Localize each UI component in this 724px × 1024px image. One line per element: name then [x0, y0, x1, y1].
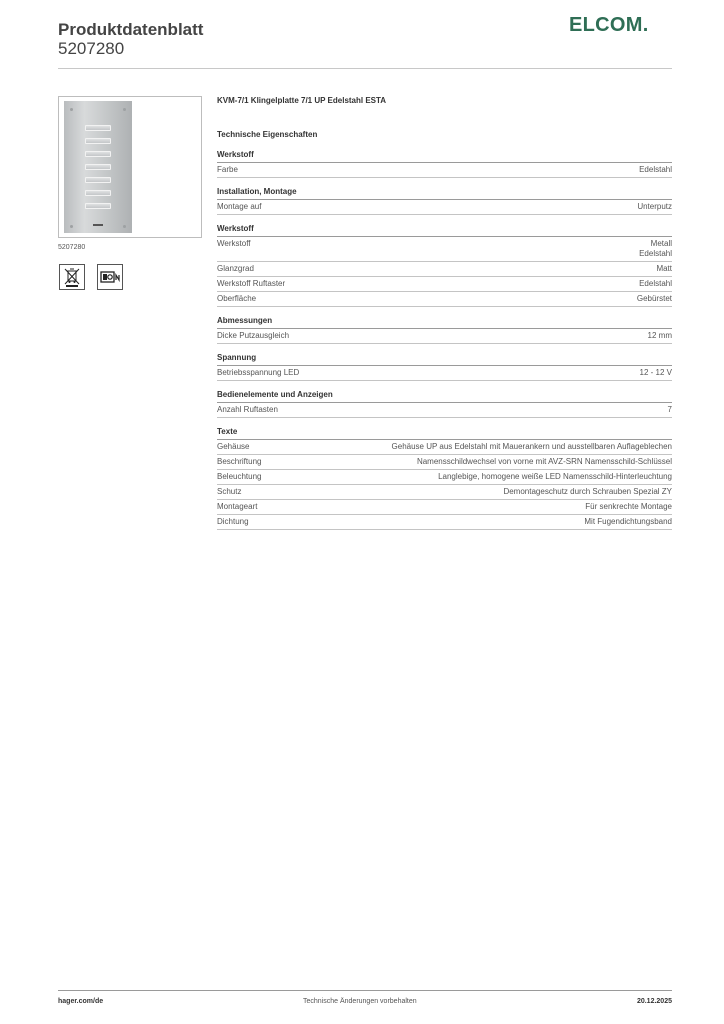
- indoor-use-symbol-icon: [97, 264, 123, 290]
- spec-row: [217, 237, 672, 262]
- spec-value-line: Gehäuse UP aus Edelstahl mit Mauerankern und ausstellbaren Auflageblechen: [391, 442, 672, 451]
- spec-group-title: Werkstoff: [217, 150, 672, 163]
- spec-group: [217, 427, 672, 530]
- spec-label: Schutz: [217, 487, 242, 496]
- footer-disclaimer: Technische Änderungen vorbehalten: [303, 998, 417, 1005]
- spec-group: [217, 187, 672, 215]
- call-button-illustration: [85, 164, 111, 170]
- spec-row: [217, 500, 672, 515]
- spec-value-line: Namensschildwechsel von vorne mit AVZ-SRN Namensschild-Schlüssel: [416, 457, 672, 466]
- spec-row: [217, 366, 672, 381]
- spec-value: [637, 294, 672, 304]
- spec-value: [438, 472, 672, 482]
- spec-value-line: Gebürstet: [636, 294, 672, 303]
- spec-value: [639, 239, 672, 259]
- spec-value-line: Langlebige, homogene weiße LED Namensschild-Hinterleuchtung: [438, 472, 672, 481]
- spec-value: [639, 279, 672, 289]
- spec-group-title: Installation, Montage: [217, 187, 672, 200]
- spec-value: [392, 442, 672, 452]
- spec-label: Montageart: [217, 502, 258, 511]
- plate-logo: [93, 224, 103, 226]
- spec-value: [639, 165, 672, 175]
- article-number: 5207280: [58, 39, 125, 58]
- spec-value: [417, 457, 672, 467]
- spec-value-line: Demontageschutz durch Schrauben Spezial ZY: [503, 487, 672, 496]
- spec-group-title: Bedienelemente und Anzeigen: [217, 390, 672, 403]
- spec-value: [656, 264, 672, 274]
- screw-top-left: [70, 108, 73, 111]
- spec-value-line: Unterputz: [637, 202, 672, 211]
- spec-value: [503, 487, 672, 497]
- spec-value-line: Mit Fugendichtungsband: [584, 517, 672, 526]
- spec-group-title: Abmessungen: [217, 316, 672, 329]
- screw-bottom-left: [70, 225, 73, 228]
- spec-label: Werkstoff Ruftaster: [217, 279, 286, 288]
- spec-label: Dicke Putzausgleich: [217, 331, 290, 340]
- spec-row: [217, 329, 672, 344]
- spec-label: Werkstoff: [217, 239, 251, 248]
- spec-row: [217, 403, 672, 418]
- elcom-logo: ELCOM.: [569, 14, 649, 36]
- call-button-illustration: [85, 177, 111, 183]
- call-button-illustration: [85, 190, 111, 196]
- spec-value-line: Matt: [656, 264, 672, 273]
- spec-group-title: Werkstoff: [217, 224, 672, 237]
- spec-row: [217, 292, 672, 307]
- spec-value: [584, 517, 672, 527]
- weee-crossed-bin-icon: [59, 264, 85, 290]
- spec-row: [217, 515, 672, 530]
- spec-value-line: 12 mm: [647, 331, 672, 340]
- spec-row: [217, 163, 672, 178]
- spec-group-title: Spannung: [217, 353, 672, 366]
- bell-plate-illustration: [64, 101, 132, 233]
- screw-top-right: [123, 108, 126, 111]
- spec-row: [217, 440, 672, 455]
- footer-website: hager.com/de: [58, 998, 104, 1005]
- technical-specifications: [217, 96, 672, 530]
- call-button-illustration: [85, 125, 111, 131]
- spec-label: Gehäuse: [217, 442, 250, 451]
- product-image: [58, 96, 202, 238]
- spec-value-line: 12 - 12 V: [639, 368, 672, 377]
- spec-value: [648, 331, 672, 341]
- spec-group: [217, 150, 672, 178]
- spec-label: Beleuchtung: [217, 472, 262, 481]
- screw-bottom-right: [123, 225, 126, 228]
- spec-groups: [217, 150, 672, 530]
- product-title: KVM-7/1 Klingelplatte 7/1 UP Edelstahl ESTA: [217, 96, 387, 105]
- spec-label: Betriebsspannung LED: [217, 368, 300, 377]
- header-divider: [58, 68, 672, 69]
- spec-row: [217, 485, 672, 500]
- spec-row: [217, 277, 672, 292]
- spec-value: [640, 368, 672, 378]
- spec-group: [217, 316, 672, 344]
- spec-value-line: Edelstahl: [639, 165, 672, 174]
- spec-value: [585, 502, 672, 512]
- footer-divider: [58, 990, 672, 991]
- image-caption: 5207280: [58, 244, 86, 251]
- spec-value: [637, 202, 672, 212]
- spec-row: [217, 470, 672, 485]
- spec-value-line: Metall: [650, 239, 672, 248]
- spec-row: [217, 200, 672, 215]
- spec-label: Dichtung: [217, 517, 249, 526]
- spec-label: Glanzgrad: [217, 264, 254, 273]
- call-button-illustration: [85, 203, 111, 209]
- call-button-illustration: [85, 138, 111, 144]
- footer-date: 20.12.2025: [636, 998, 672, 1005]
- spec-group: [217, 390, 672, 418]
- spec-label: Anzahl Ruftasten: [217, 405, 278, 414]
- spec-value-line: 7: [667, 405, 672, 414]
- spec-value-line: Für senkrechte Montage: [585, 502, 672, 511]
- spec-group: [217, 353, 672, 381]
- spec-group-title: Texte: [217, 427, 672, 440]
- spec-label: Beschriftung: [217, 457, 262, 466]
- spec-group: [217, 224, 672, 307]
- page-title: Produktdatenblatt: [58, 20, 204, 39]
- spec-label: Montage auf: [217, 202, 262, 211]
- spec-label: Farbe: [217, 165, 238, 174]
- spec-row: [217, 455, 672, 470]
- spec-row: [217, 262, 672, 277]
- spec-label: Oberfläche: [217, 294, 257, 303]
- spec-value-line: Edelstahl: [639, 279, 672, 288]
- spec-value-line: Edelstahl: [639, 249, 672, 258]
- section-heading: Technische Eigenschaften: [217, 130, 318, 139]
- spec-value: [668, 405, 672, 415]
- call-button-illustration: [85, 151, 111, 157]
